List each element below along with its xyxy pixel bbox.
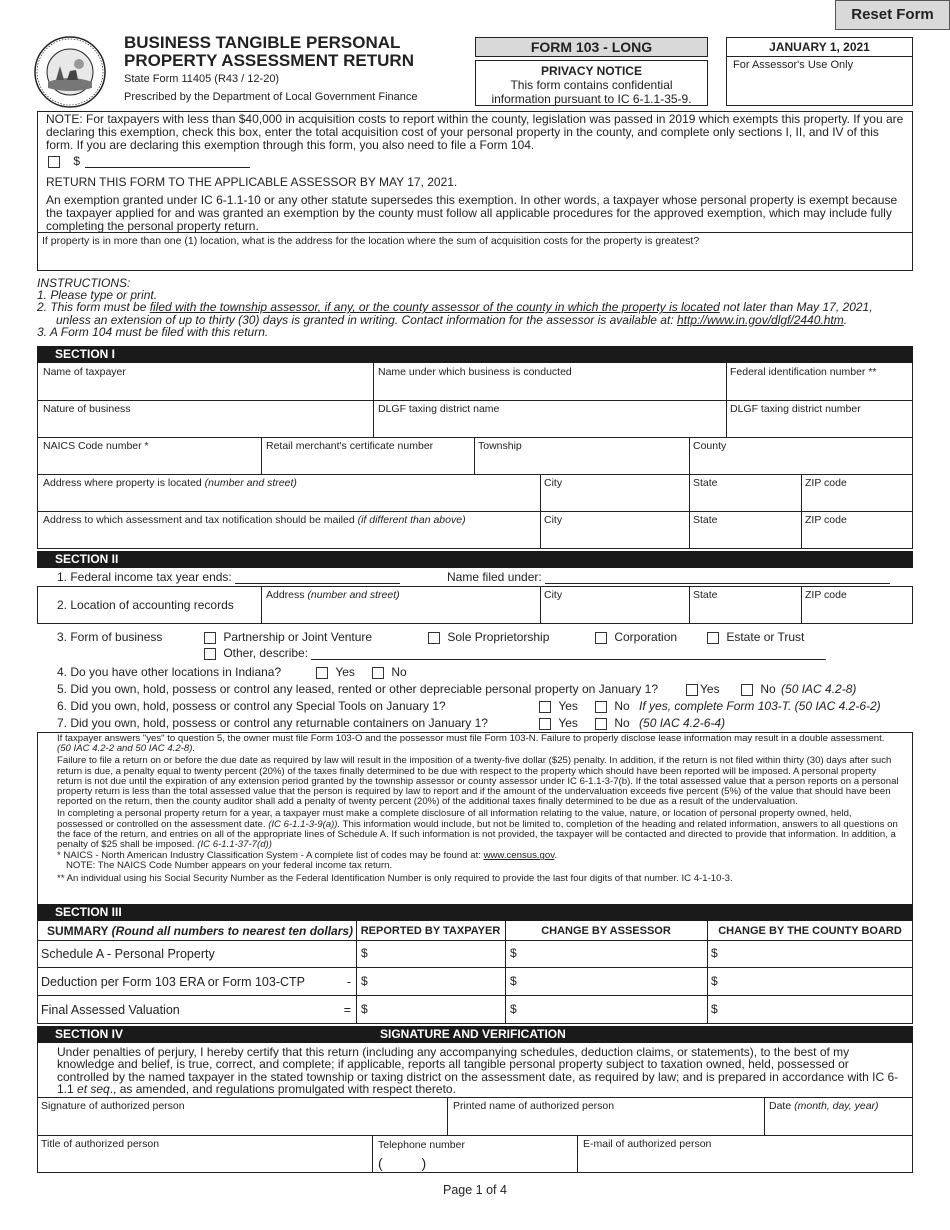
form-number-box bbox=[475, 37, 708, 57]
return-by-notice: RETURN THIS FORM TO THE APPLICABLE ASSESSOR BY MAY 17, 2021. bbox=[46, 175, 458, 189]
business-name-field[interactable]: Name under which business is conducted bbox=[378, 366, 572, 378]
sole-proprietorship-option[interactable]: Sole Proprietorship bbox=[428, 630, 549, 644]
form-title-line1: BUSINESS TANGIBLE PERSONAL bbox=[124, 33, 401, 52]
printed-name-field[interactable]: Printed name of authorized person bbox=[453, 1100, 615, 1112]
mailing-address-field[interactable]: Address to which assessment and tax notification should be mailed (if different than above) bbox=[43, 514, 466, 526]
section-1-header: SECTION I bbox=[37, 346, 913, 363]
property-zip-field[interactable]: ZIP code bbox=[805, 477, 847, 489]
privacy-title: PRIVACY NOTICE bbox=[541, 64, 642, 78]
form-of-business-label: 3. Form of business bbox=[57, 630, 163, 644]
summary-row-schedule-a: Schedule A - Personal Property bbox=[41, 947, 215, 961]
section-2-header: SECTION II bbox=[37, 551, 913, 568]
location-question: If property is in more than one (1) location, what is the address for the location where the sum of acquisition costs for the property is greatest? bbox=[42, 235, 700, 247]
signature-verification-title: SIGNATURE AND VERIFICATION bbox=[380, 1027, 566, 1041]
federal-id-field[interactable]: Federal identification number ** bbox=[730, 366, 877, 378]
perjury-statement: Under penalties of perjury, I hereby certify that this return (including any accompanying schedules, deduction claims, or statements), to the best of my knowledge and belief, is true, correct, and complete; if applicable, reports all tangible personal property subject to taxation owned, held, possessed or controlled by the named taxpayer in the stated township or taxing district on the assessment date, as required by law; and is prepared in accordance with IC 6-1.1 et seq., as amended, and regulations promulgated with respect thereto. bbox=[57, 1045, 899, 1097]
ssn-note: ** An individual using his Social Security Number as the Federal Identification Number is only required to provide the last four digits of that number. IC 4-1-10-3. bbox=[57, 872, 733, 884]
legal-notices bbox=[57, 734, 900, 884]
q5-yes-checkbox[interactable] bbox=[686, 684, 698, 696]
q5-no-option[interactable]: No (50 IAC 4.2-8) bbox=[741, 682, 856, 696]
q7-no-checkbox[interactable] bbox=[595, 718, 607, 730]
form-number: FORM 103 - LONG bbox=[530, 39, 653, 55]
estate-trust-option[interactable]: Estate or Trust bbox=[707, 630, 804, 644]
q6-yes-option[interactable]: Yes bbox=[539, 699, 578, 713]
signature-field[interactable]: Signature of authorized person bbox=[41, 1100, 185, 1112]
accounting-records-label: 2. Location of accounting records bbox=[57, 598, 234, 612]
corporation-option[interactable]: Corporation bbox=[595, 630, 677, 644]
instruction-3: 3. A Form 104 must be filed with this return. bbox=[37, 324, 269, 339]
retail-certificate-field[interactable]: Retail merchant's certificate number bbox=[266, 440, 434, 452]
state-seal-logo bbox=[34, 36, 106, 108]
name-of-taxpayer-field[interactable]: Name of taxpayer bbox=[43, 366, 126, 378]
q5-no-checkbox[interactable] bbox=[741, 684, 753, 696]
privacy-notice-box bbox=[475, 60, 708, 106]
property-city-field[interactable]: City bbox=[544, 477, 563, 489]
telephone-field[interactable]: Telephone number ( ) bbox=[378, 1139, 465, 1172]
corporation-checkbox[interactable] bbox=[595, 632, 607, 644]
records-zip-field[interactable]: ZIP code bbox=[805, 589, 847, 601]
note-text: NOTE: For taxpayers with less than $40,000 in acquisition costs to report within the county, legislation was passed in 2019 which exempts this property. If you are declaring this exemption, check this box, enter the total acquisition cost of your personal property in the county, and complete only sections I, II, and IV of this form. If you are declaring this exemption through this form, you also need to file a Form 104. bbox=[46, 112, 904, 152]
summary-header: SUMMARY (Round all numbers to nearest ten dollars) bbox=[47, 924, 354, 938]
q4-yes-checkbox[interactable] bbox=[316, 667, 328, 679]
other-describe-field[interactable] bbox=[311, 648, 826, 660]
state-form-number: State Form 11405 (R43 / 12-20) bbox=[124, 73, 280, 85]
township-field[interactable]: Township bbox=[478, 440, 522, 452]
reset-form-button[interactable]: Reset Form bbox=[835, 0, 950, 30]
penalty-notice: Failure to file a return on or before the due date as required by law will result in the imposition of a twenty-five dollar ($25) penalty. In addition, if the return is not filed within thirty (30) days after such return is due, a penalty equal to twenty percent (20%) of the taxes finally determined to be due with respect to the property which should have been reported will be imposed. A personal property return is not due until the expiration of any extension period granted by the township assessor or county assessor under IC 6-1.1-3-7(b). If the total assessed value that a person reports on a personal property return is less than the total assessed value that the person is required by law to report and if the amount of the undervaluation exceeds five percent (5%) of the value that should have been reported on the return, then the county auditor shall add a penalty of twenty percent (20%) of the additional taxes finally determined to be due as a result of the undervaluation. bbox=[57, 755, 899, 808]
final-board-field[interactable]: $ bbox=[711, 1002, 718, 1016]
name-filed-field[interactable] bbox=[545, 572, 890, 584]
records-city-field[interactable]: City bbox=[544, 589, 563, 601]
exemption-statement: An exemption granted under IC 6-1.1-10 or any other statute supersedes this exemption. In other words, a taxpayer whose personal property is exempt because the taxpayer applied for and was granted an exemption by the county must follow all applicable procedures for the approved exemption, which may include fully completing the personal property return. bbox=[46, 193, 898, 233]
mailing-zip-field[interactable]: ZIP code bbox=[805, 514, 847, 526]
other-business-option[interactable]: Other, describe: bbox=[204, 646, 826, 660]
location-address-field[interactable] bbox=[42, 248, 908, 268]
form-title-line2: PROPERTY ASSESSMENT RETURN bbox=[124, 51, 414, 70]
instructions bbox=[37, 277, 917, 338]
naics-note: * NAICS - North American Industry Classification System - A complete list of codes may be found at: www.census.gov. bbox=[57, 850, 557, 862]
deduction-assessor-field[interactable]: $ bbox=[510, 974, 517, 988]
other-checkbox[interactable] bbox=[204, 648, 216, 660]
disclosure-notice: In completing a personal property return for a year, a taxpayer must make a complete disclosure of all information relating to the value, nature, or location of personal property owned, held, possessed or controlled on the assessment date. (IC 6-1.1-3-9(a)). This information would include, but not be limited to, completion of the heading and related information, answers to all questions on the face of the return, and entries on all of the appropriate lines of Schedule A. If such information is not provided, the taxpayer will be contacted and directed to provide that information. In addition, a penalty of $25 shall be imposed. (IC 6-1.1-37-7(d)) bbox=[57, 808, 898, 851]
partnership-checkbox[interactable] bbox=[204, 632, 216, 644]
col-change-by-assessor: CHANGE BY ASSESSOR bbox=[541, 925, 671, 937]
title-field[interactable]: Title of authorized person bbox=[41, 1138, 160, 1150]
property-state-field[interactable]: State bbox=[693, 477, 718, 489]
section-4-title: SECTION IV bbox=[55, 1027, 124, 1041]
question-4: 4. Do you have other locations in Indiana? bbox=[57, 665, 282, 679]
naics-code-field[interactable]: NAICS Code number * bbox=[43, 440, 149, 452]
question-7: 7. Did you own, hold, possess or control any returnable containers on January 1? bbox=[57, 716, 488, 730]
instruction-2: 2. This form must be filed with the township assessor, if any, or the county assessor of the county in which the property is located not later than May 17, 2021, bbox=[37, 300, 873, 315]
deduction-taxpayer-field[interactable]: $ bbox=[361, 974, 368, 988]
schedule-a-taxpayer-field[interactable]: $ bbox=[361, 946, 368, 960]
tax-year-row bbox=[57, 570, 400, 584]
q6-yes-checkbox[interactable] bbox=[539, 701, 551, 713]
instruction-1: 1. Please type or print. bbox=[37, 288, 158, 303]
mailing-state-field[interactable]: State bbox=[693, 514, 718, 526]
q7-yes-checkbox[interactable] bbox=[539, 718, 551, 730]
county-field[interactable]: County bbox=[693, 440, 727, 452]
q7-yes-option[interactable]: Yes bbox=[539, 716, 578, 730]
privacy-line1: This form contains confidential bbox=[510, 78, 673, 92]
phone-area-code[interactable]: ( ) bbox=[378, 1155, 427, 1172]
lease-notice: If taxpayer answers "yes" to question 5, the owner must file Form 103-O and the possessor must file Form 103-N. Failure to properly disclose lease information may result in a double assessment. (50 IAC 4.2-2 and 50 IAC 4.2-8). bbox=[57, 733, 885, 755]
schedule-a-board-field[interactable]: $ bbox=[711, 946, 718, 960]
dlgf-district-name-field[interactable]: DLGF taxing district name bbox=[378, 403, 500, 415]
records-state-field[interactable]: State bbox=[693, 589, 718, 601]
prescribed-by: Prescribed by the Department of Local Government Finance bbox=[124, 91, 418, 103]
census-link[interactable]: www.census.gov bbox=[483, 850, 555, 862]
exemption-row bbox=[48, 154, 250, 168]
estate-trust-checkbox[interactable] bbox=[707, 632, 719, 644]
exemption-checkbox[interactable] bbox=[48, 156, 60, 168]
assessor-use-box[interactable] bbox=[726, 37, 913, 106]
q6-no-checkbox[interactable] bbox=[595, 701, 607, 713]
mailing-city-field[interactable]: City bbox=[544, 514, 563, 526]
section-4-header bbox=[37, 1026, 913, 1043]
q6-no-option[interactable]: No If yes, complete Form 103-T. (50 IAC 4.2-6-2) bbox=[595, 699, 881, 713]
records-address-field[interactable]: Address (number and street) bbox=[266, 589, 400, 601]
name-filed-row bbox=[447, 570, 890, 584]
q7-no-option[interactable]: No (50 IAC 4.2-6-4) bbox=[595, 716, 725, 730]
dollar-sign: $ bbox=[73, 154, 81, 168]
deduction-board-field[interactable]: $ bbox=[711, 974, 718, 988]
property-address-field[interactable]: Address where property is located (number and street) bbox=[43, 477, 297, 489]
section-3-header: SECTION III bbox=[37, 904, 913, 921]
schedule-a-assessor-field[interactable]: $ bbox=[510, 946, 517, 960]
instruction-2b: unless an extension of up to thirty (30) days is granted in writing. Contact information for the assessor is available at: http://www.in.gov/dlgf/2440.htm. bbox=[56, 312, 848, 327]
signature-date-field[interactable]: Date (month, day, year) bbox=[769, 1100, 879, 1112]
summary-row-deduction: Deduction per Form 103 ERA or Form 103-CTP - bbox=[41, 975, 351, 989]
assessor-use-label: For Assessor's Use Only bbox=[733, 59, 854, 71]
q4-no-checkbox[interactable] bbox=[372, 667, 384, 679]
tax-year-label: 1. Federal income tax year ends: bbox=[57, 570, 232, 584]
q5-yes-option[interactable]: Yes bbox=[686, 682, 720, 696]
question-5: 5. Did you own, hold, possess or control any leased, rented or other depreciable personal property on January 1? bbox=[57, 682, 659, 696]
tax-year-field[interactable] bbox=[235, 572, 400, 584]
dlgf-district-number-field[interactable]: DLGF taxing district number bbox=[730, 403, 861, 415]
sole-proprietorship-checkbox[interactable] bbox=[428, 632, 440, 644]
final-taxpayer-field[interactable]: $ bbox=[361, 1002, 368, 1016]
col-reported-by-taxpayer: REPORTED BY TAXPAYER bbox=[360, 925, 501, 937]
q4-no-option[interactable]: No bbox=[372, 665, 407, 679]
exemption-amount-field[interactable] bbox=[85, 155, 250, 168]
question-6: 6. Did you own, hold, possess or control any Special Tools on January 1? bbox=[57, 699, 446, 713]
summary-row-final: Final Assessed Valuation = bbox=[41, 1003, 351, 1017]
name-filed-label: Name filed under: bbox=[447, 570, 542, 584]
privacy-line2: information pursuant to IC 6-1.1-35-9. bbox=[491, 92, 692, 106]
page-number: Page 1 of 4 bbox=[443, 1183, 507, 1197]
instructions-title: INSTRUCTIONS: bbox=[37, 276, 131, 290]
assessment-date: JANUARY 1, 2021 bbox=[727, 38, 912, 57]
q4-yes-option[interactable]: Yes bbox=[316, 665, 355, 679]
naics-note-2: NOTE: The NAICS Code Number appears on your federal income tax return. bbox=[66, 860, 393, 872]
final-assessor-field[interactable]: $ bbox=[510, 1002, 517, 1016]
col-change-by-county-board: CHANGE BY THE COUNTY BOARD bbox=[718, 925, 902, 937]
nature-of-business-field[interactable]: Nature of business bbox=[43, 403, 131, 415]
partnership-option[interactable]: Partnership or Joint Venture bbox=[204, 630, 372, 644]
email-field[interactable]: E-mail of authorized person bbox=[583, 1138, 712, 1150]
assessor-contact-link[interactable]: http://www.in.gov/dlgf/2440.htm bbox=[676, 312, 844, 327]
